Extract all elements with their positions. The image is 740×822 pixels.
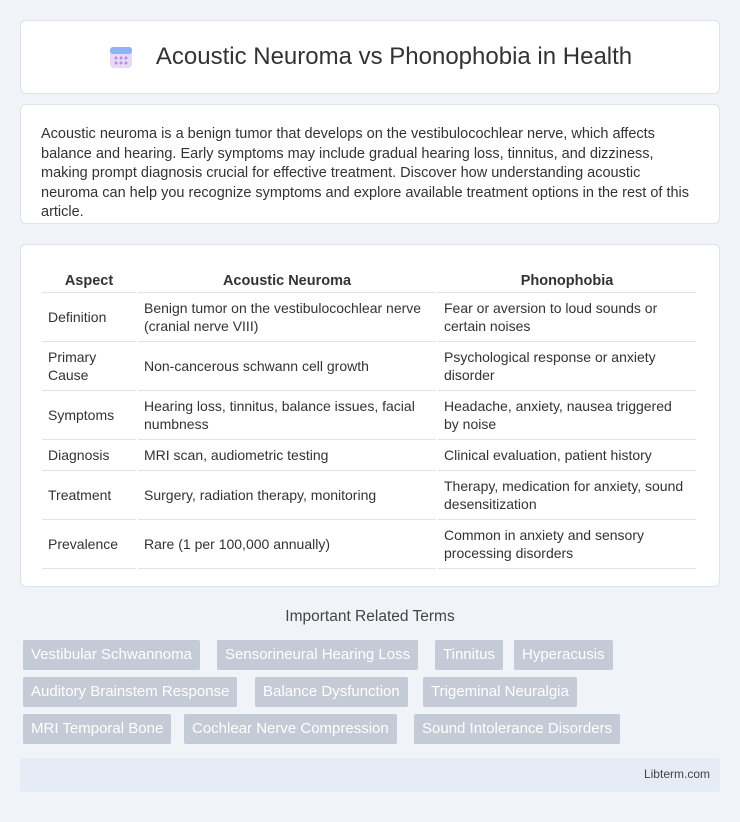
row-phonophobia: Psychological response or anxiety disorder — [438, 342, 696, 391]
term-tag[interactable]: MRI Temporal Bone — [23, 714, 171, 744]
header-aspect: Aspect — [42, 265, 136, 293]
term-tag[interactable]: Balance Dysfunction — [255, 677, 408, 707]
table-header-row — [42, 265, 696, 293]
term-tag[interactable]: Trigeminal Neuralgia — [423, 677, 577, 707]
related-terms-title: Important Related Terms — [285, 608, 455, 625]
row-phonophobia: Headache, anxiety, nausea triggered by noise — [438, 391, 696, 440]
header-acoustic-neuroma: Acoustic Neuroma — [138, 265, 436, 293]
row-aspect: Treatment — [42, 471, 136, 520]
intro-text: Acoustic neuroma is a benign tumor that develops on the vestibulocochlear nerve, which affects balance and hearing. Early symptoms may include gradual hearing loss, tinnitus, and dizziness, making prompt diagnosis crucial for effective treatment. Discover how understanding acoustic neuroma can help you recognize symptoms and explore available treatment options in the rest of this article. — [41, 126, 690, 220]
table-row — [42, 520, 696, 569]
row-acoustic-neuroma: Surgery, radiation therapy, monitoring — [138, 471, 436, 520]
row-aspect: Primary Cause — [42, 342, 136, 391]
row-acoustic-neuroma: Non-cancerous schwann cell growth — [138, 342, 436, 391]
term-tag[interactable]: Cochlear Nerve Compression — [184, 714, 397, 744]
table-row — [42, 342, 696, 391]
row-aspect: Symptoms — [42, 391, 136, 440]
row-phonophobia: Clinical evaluation, patient history — [438, 440, 696, 471]
header-phonophobia: Phonophobia — [438, 265, 696, 293]
term-tag[interactable]: Auditory Brainstem Response — [23, 677, 237, 707]
calendar-icon — [108, 44, 134, 70]
table-row — [42, 293, 696, 342]
term-tag[interactable]: Sensorineural Hearing Loss — [217, 640, 418, 670]
footer-site-link[interactable]: Libterm.com — [643, 767, 710, 781]
row-aspect: Diagnosis — [42, 440, 136, 471]
table-row — [42, 391, 696, 440]
table-row — [42, 471, 696, 520]
term-tag[interactable]: Tinnitus — [435, 640, 503, 670]
row-phonophobia: Therapy, medication for anxiety, sound desensitization — [438, 471, 696, 520]
row-aspect: Definition — [42, 293, 136, 342]
term-tag[interactable]: Vestibular Schwannoma — [23, 640, 200, 670]
intro-card — [20, 104, 720, 224]
row-acoustic-neuroma: Rare (1 per 100,000 annually) — [138, 520, 436, 569]
table-row — [42, 440, 696, 471]
row-phonophobia: Fear or aversion to loud sounds or certain noises — [438, 293, 696, 342]
comparison-table — [40, 265, 698, 569]
row-phonophobia: Common in anxiety and sensory processing disorders — [438, 520, 696, 569]
comparison-card — [20, 244, 720, 587]
row-aspect: Prevalence — [42, 520, 136, 569]
row-acoustic-neuroma: Benign tumor on the vestibulocochlear nerve (cranial nerve VIII) — [138, 293, 436, 342]
page-title: Acoustic Neuroma vs Phonophobia in Health — [155, 43, 633, 70]
header-card — [20, 20, 720, 94]
row-acoustic-neuroma: Hearing loss, tinnitus, balance issues, facial numbness — [138, 391, 436, 440]
term-tag[interactable]: Hyperacusis — [514, 640, 613, 670]
row-acoustic-neuroma: MRI scan, audiometric testing — [138, 440, 436, 471]
footer — [20, 758, 720, 792]
term-tag[interactable]: Sound Intolerance Disorders — [414, 714, 620, 744]
